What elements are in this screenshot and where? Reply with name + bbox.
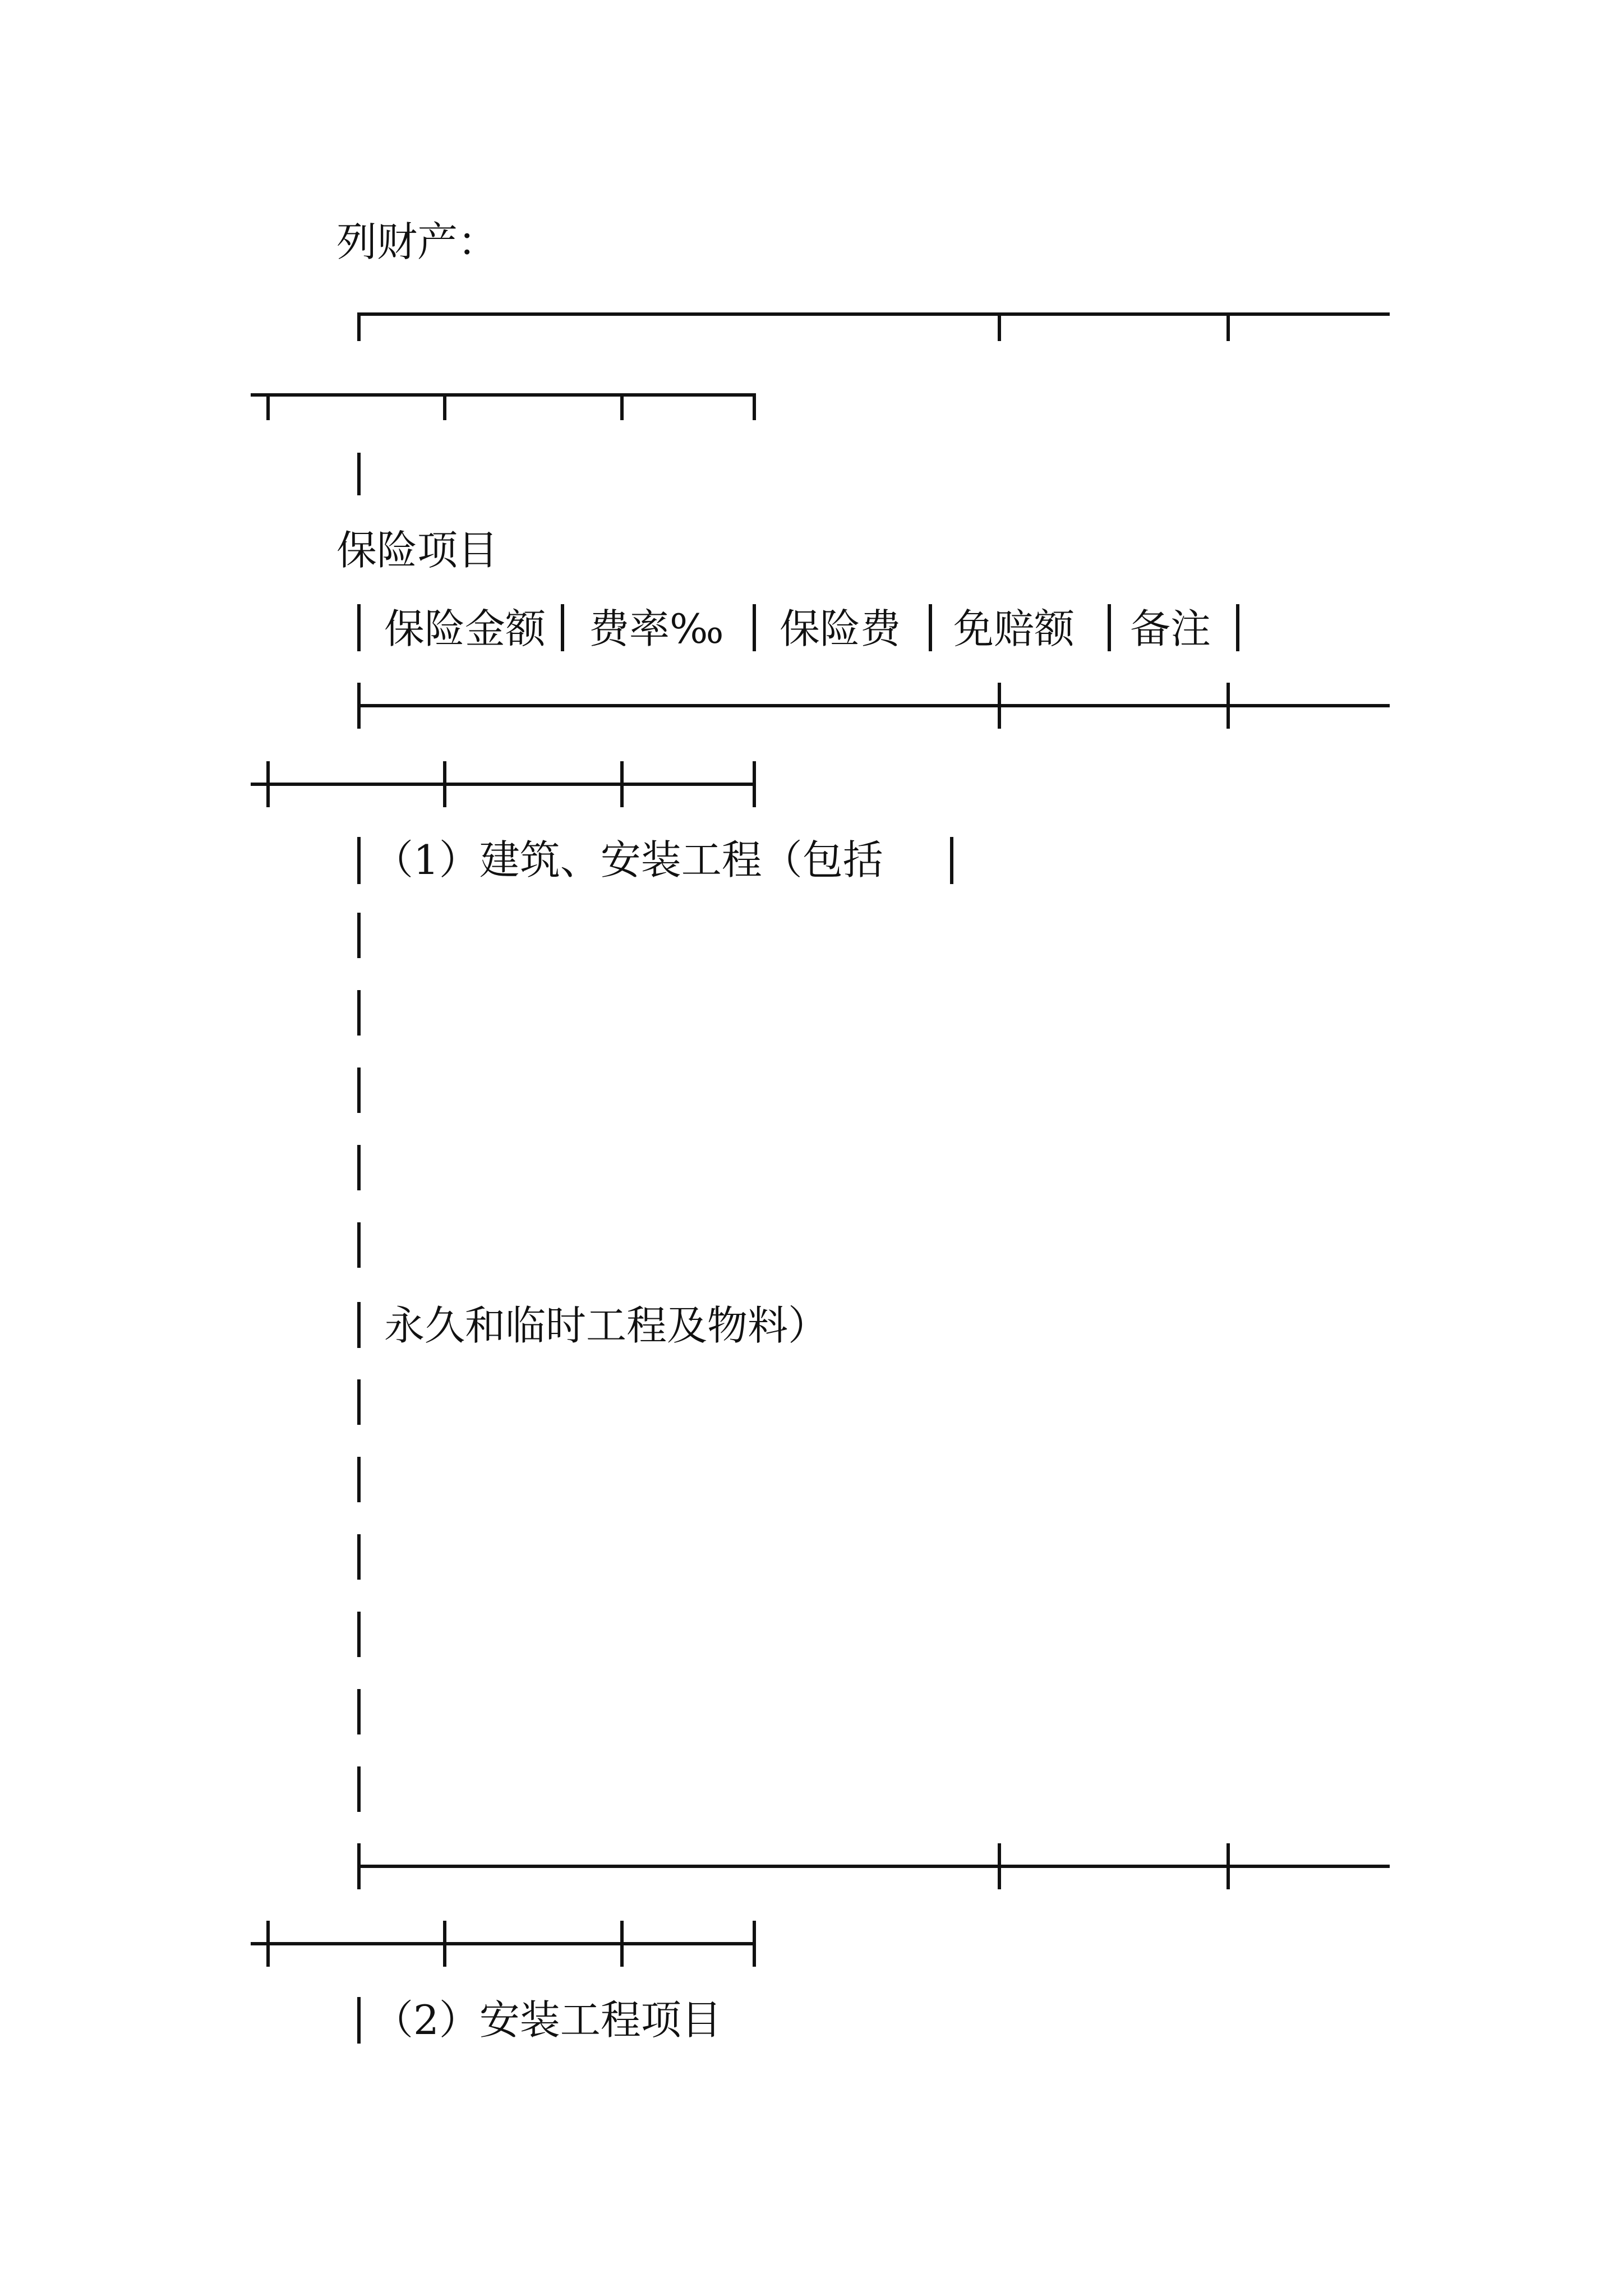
- row1-divider: [252, 1845, 1388, 1965]
- column-header-sum-insured: 保险金额: [384, 605, 546, 652]
- column-header-rate: 费率‰: [589, 605, 724, 652]
- table-top-border: [252, 314, 1388, 418]
- row1-label-line2: 永久和临时工程及物料）: [384, 1302, 829, 1349]
- intro-text: 列财产：: [336, 218, 499, 265]
- row2-label: （2）安装工程项目: [373, 1996, 722, 2044]
- column-header-remarks: 备注: [1130, 605, 1211, 652]
- column-header-premium: 保险费: [780, 605, 901, 652]
- row1-label-line1: （1）建筑、安装工程（包括: [373, 836, 883, 884]
- header-label: 保险项目: [336, 527, 499, 574]
- column-header-deductible: 免赔额: [953, 605, 1075, 652]
- header-divider: [252, 684, 1388, 806]
